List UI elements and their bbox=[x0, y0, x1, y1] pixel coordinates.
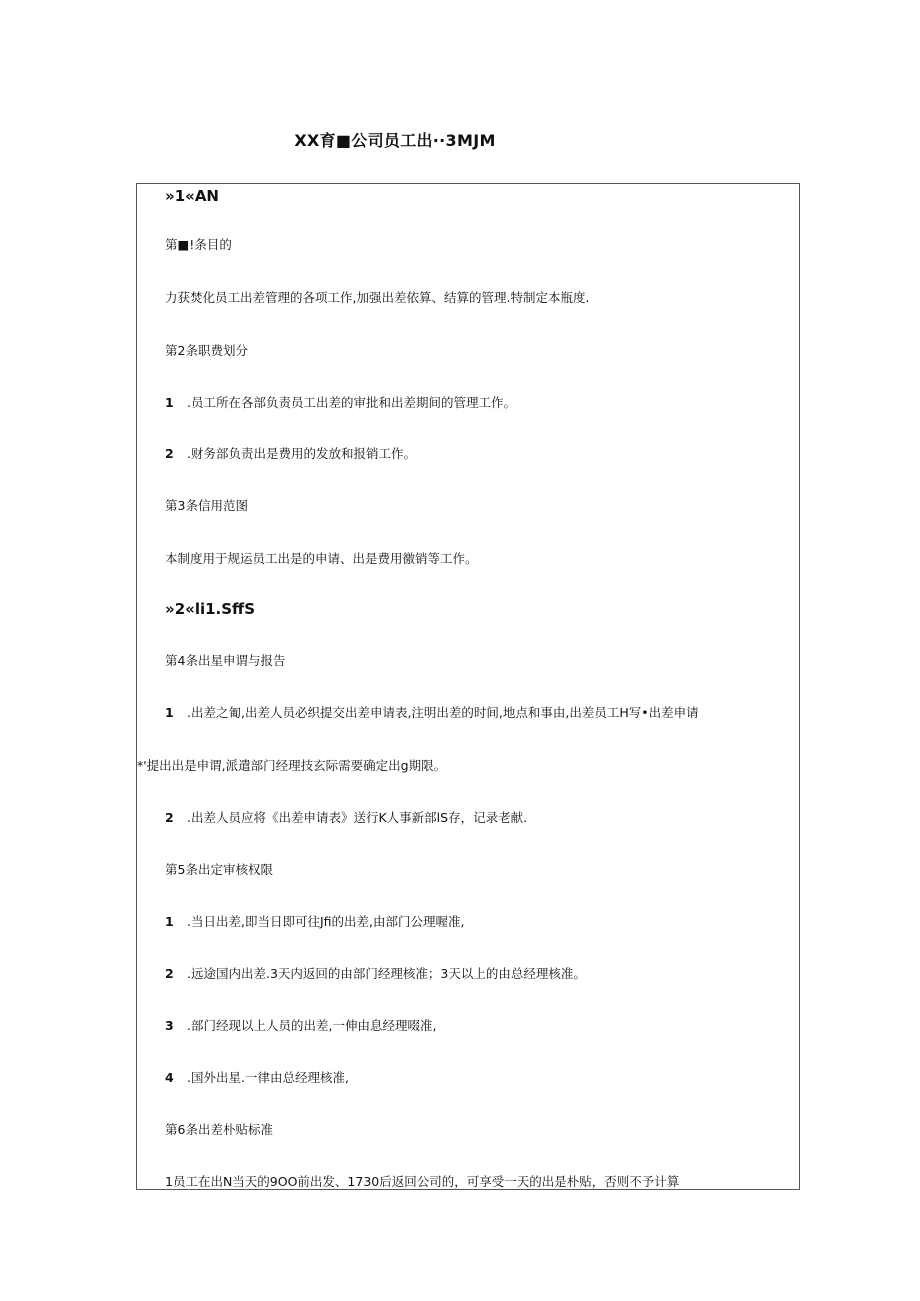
item-number: 2 bbox=[165, 966, 174, 981]
document-frame bbox=[136, 183, 800, 1190]
item-number: 4 bbox=[165, 1070, 174, 1085]
article-4-item bbox=[165, 705, 699, 721]
item-number: 2 bbox=[165, 810, 174, 825]
article-1-body: 力获焚化员工出差管理的各项工作,加强出差依算、结算的管理.特制定本瓶度. bbox=[165, 290, 590, 305]
article-6-item: 1员工在出N当天的9OO前出发、1730后返回公司的，可享受一天的出是朴贴，否则不予计算 bbox=[165, 1174, 680, 1189]
article-5-item bbox=[165, 1070, 349, 1086]
item-number: 3 bbox=[165, 1018, 174, 1033]
article-6-heading: 第6条出差朴贴标准 bbox=[165, 1122, 273, 1137]
item-text: .出差之匍,出差人员必织提交出差申请表,注明出差的时间,地点和事由,出差员工H写•出差申请 bbox=[187, 705, 699, 720]
item-text: .财务部负责出是费用的发放和报销工作。 bbox=[187, 446, 416, 461]
item-number: 1 bbox=[165, 395, 174, 410]
article-3-body: 本制度用于规运员工出是的申请、出是费用徼销等工作。 bbox=[165, 551, 478, 566]
article-4-item-continuation: *'提出出是申谓,派遣部门经理技玄际需要确定出g期限。 bbox=[137, 758, 447, 773]
article-5-item bbox=[165, 966, 586, 982]
item-text: .出差人员应将《出差申请表》送行K人事新部lS存，记录老献. bbox=[187, 810, 528, 825]
article-5-heading: 第5条出定审核权限 bbox=[165, 862, 273, 877]
article-2-heading: 第2条职费划分 bbox=[165, 343, 248, 358]
article-4-item bbox=[165, 810, 527, 826]
item-number: 2 bbox=[165, 446, 174, 461]
chapter-1-heading: »1«AN bbox=[165, 187, 219, 205]
article-2-item bbox=[165, 395, 516, 411]
article-2-item bbox=[165, 446, 416, 462]
item-text: .国外出星.一律由总经理核准, bbox=[187, 1070, 349, 1085]
document-title: XX育■公司员工出··3MJM bbox=[294, 131, 496, 150]
item-text: .当日出差,即当日即可往Jfi的出差,由部门公理喔准, bbox=[187, 914, 465, 929]
item-text: .员工所在各部负责员工出差的审批和出差期间的管理工作。 bbox=[187, 395, 516, 410]
item-text: .远途国内出差.3天内返回的由部门经理核准；3天以上的由总经理核准。 bbox=[187, 966, 586, 981]
item-number: 1 bbox=[165, 914, 174, 929]
item-text: .部门经现以上人员的出差,一伸由息经理啜准, bbox=[187, 1018, 437, 1033]
item-number: 1 bbox=[165, 705, 174, 720]
article-5-item bbox=[165, 914, 464, 930]
article-4-heading: 第4条出星申谓与报告 bbox=[165, 653, 286, 668]
article-3-heading: 第3条信用范图 bbox=[165, 498, 248, 513]
chapter-2-heading: »2«li1.SffS bbox=[165, 600, 255, 618]
article-1-heading: 第■!条目的 bbox=[165, 237, 232, 252]
article-5-item bbox=[165, 1018, 436, 1034]
